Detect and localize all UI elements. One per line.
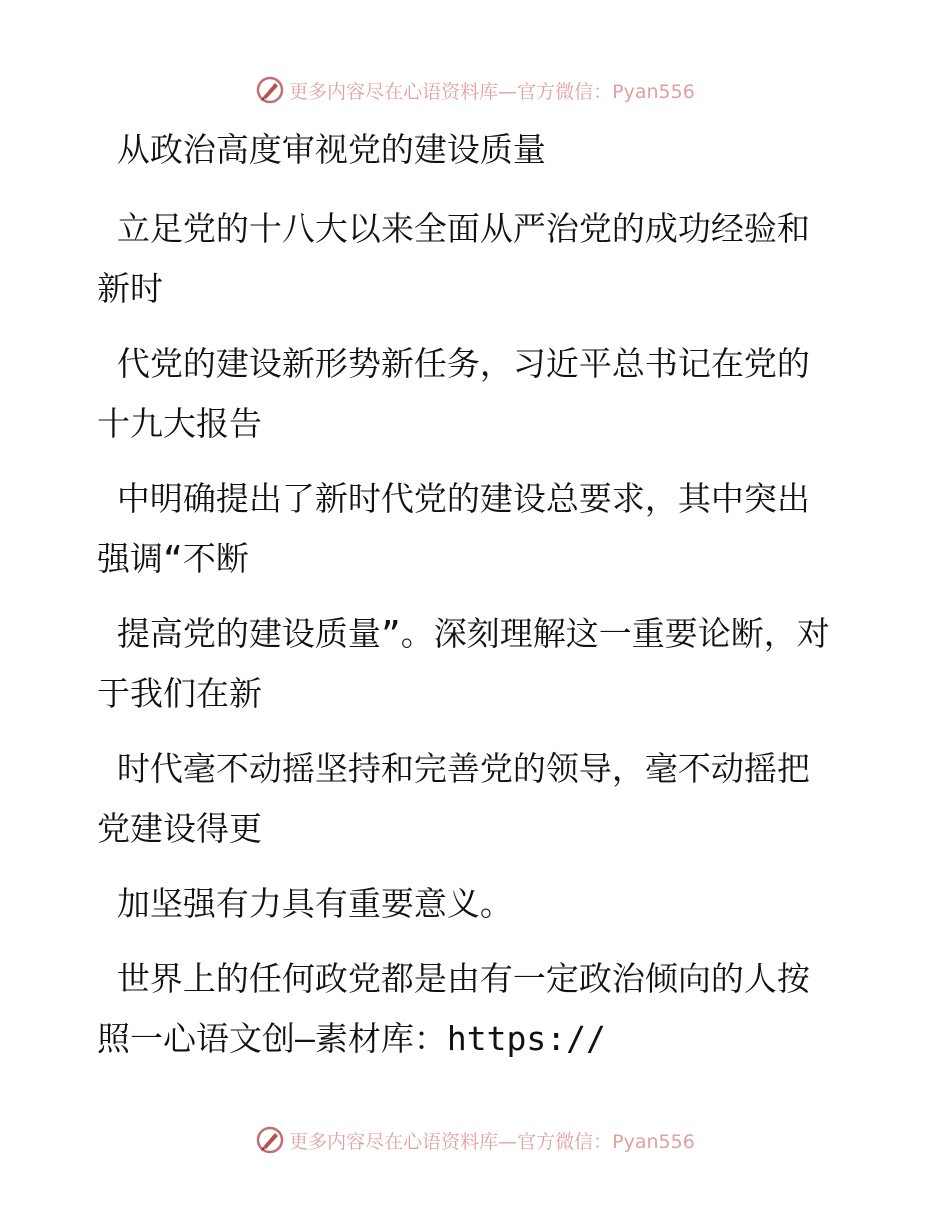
footer-banner	[0, 1120, 950, 1160]
header-banner	[0, 70, 950, 110]
pen-logo-icon	[255, 75, 285, 105]
header-banner-text: 更多内容尽在心语资料库—官方微信：Pyan556	[289, 80, 695, 103]
paragraph: 世界上的任何政党都是由有一定政治倾向的人按照一心语文创—素材库：https://	[97, 959, 810, 1058]
paragraph: 加坚强有力具有重要意义。	[97, 884, 513, 923]
document-body	[97, 120, 837, 1084]
pen-logo-icon	[255, 1125, 285, 1155]
paragraph: 时代毫不动摇坚持和完善党的领导，毫不动摇把党建设得更	[97, 749, 810, 848]
paragraph: 提高党的建设质量”。深刻理解这一重要论断，对于我们在新	[97, 614, 830, 713]
paragraph: 中明确提出了新时代党的建设总要求，其中突出强调“不断	[97, 479, 810, 578]
footer-banner-text: 更多内容尽在心语资料库—官方微信：Pyan556	[289, 1130, 695, 1153]
paragraph: 立足党的十八大以来全面从严治党的成功经验和新时	[97, 209, 810, 308]
paragraph-title: 从政治高度审视党的建设质量	[97, 130, 546, 169]
paragraph: 代党的建设新形势新任务，习近平总书记在党的十九大报告	[97, 344, 810, 443]
